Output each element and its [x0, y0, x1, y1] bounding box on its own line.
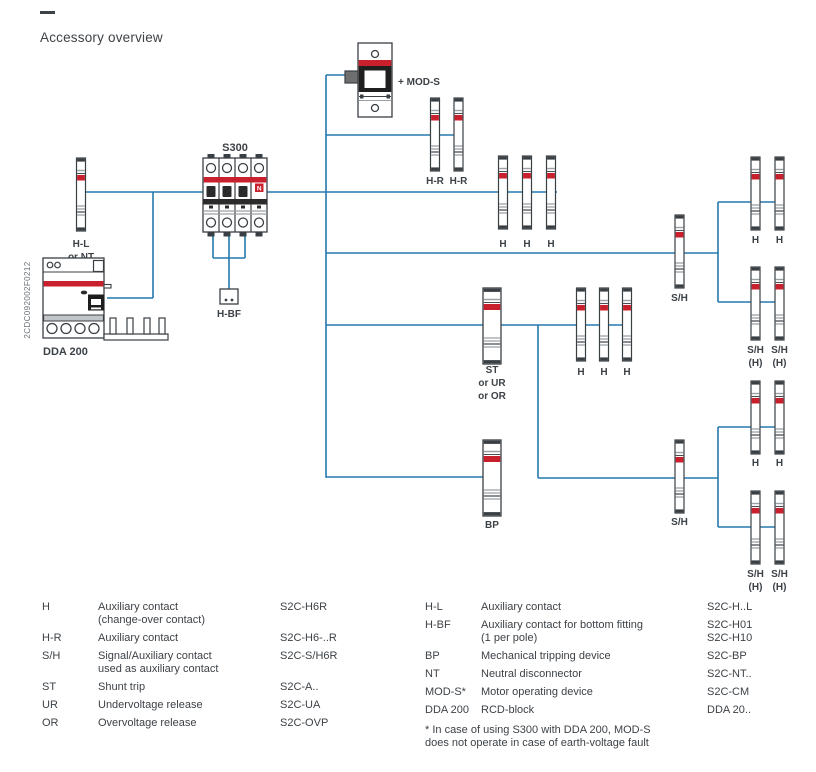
module-hr-1	[431, 98, 440, 171]
legend-row-hl	[425, 601, 805, 614]
mod-s-device	[345, 43, 392, 117]
legend-code: S2C-H6R	[280, 601, 328, 613]
h-g2-1-label: H	[577, 367, 585, 378]
module-shh-a1	[751, 267, 760, 340]
s300-breaker	[203, 154, 267, 237]
s300-n-marking: N	[256, 185, 262, 193]
legend-term: H-L	[425, 601, 443, 613]
legend-desc: Auxiliary contact	[98, 632, 179, 644]
s300-label: S300	[222, 142, 248, 154]
module-h-g1-2	[523, 156, 532, 229]
st-label-2: or UR	[478, 378, 506, 389]
legend-row-bp	[425, 650, 805, 663]
legend-row-h	[42, 601, 402, 627]
legend-desc: Mechanical tripping device	[481, 650, 611, 662]
legend-code: S2C-H..L	[707, 601, 753, 613]
module-shh-b2	[775, 491, 784, 564]
legend-term: DDA 200	[425, 704, 470, 716]
h-g2-2-label: H	[600, 367, 608, 378]
legend-term: BP	[425, 650, 440, 662]
h-g1-3-label: H	[547, 239, 555, 250]
h-a2-label: H	[775, 235, 784, 246]
legend-desc: Shunt trip	[98, 681, 146, 693]
module-shh-b1	[751, 491, 760, 564]
legend-row-hr	[42, 632, 402, 645]
legend-row-nt	[425, 668, 805, 681]
legend-code: S2C-NT..	[707, 668, 752, 680]
legend-term: H	[42, 601, 50, 613]
module-h-g2-1	[577, 288, 586, 361]
st-label-3: or OR	[478, 391, 506, 402]
shh-a1-label-2: (H)	[748, 358, 763, 369]
module-h-b2	[775, 381, 784, 454]
footnote-line-2: does not operate in case of earth-voltage fault	[425, 737, 649, 749]
legend-code: S2C-H01 S2C-H10	[707, 619, 753, 644]
hl-label-1: H-L	[72, 239, 90, 250]
module-h-a2	[775, 157, 784, 230]
legend-code: S2C-BP	[707, 650, 747, 662]
module-sh-upper	[675, 215, 684, 288]
dda200-device	[43, 258, 168, 340]
legend-table-left	[42, 601, 402, 735]
legend-table-right	[425, 601, 805, 750]
legend-code: S2C-H6-..R	[280, 632, 337, 644]
legend-code: S2C-UA	[280, 699, 321, 711]
hbf-label: H-BF	[217, 309, 241, 320]
sh-lower-label: S/H	[671, 517, 688, 528]
page-title: Accessory overview	[40, 30, 163, 45]
legend-row-st	[42, 681, 402, 694]
legend-term: NT	[425, 668, 440, 680]
legend-term: S/H	[42, 650, 61, 662]
mod-s-label: + MOD-S	[398, 77, 440, 88]
legend-desc: Undervoltage release	[98, 699, 203, 711]
module-shh-a2	[775, 267, 784, 340]
legend-term: H-R	[42, 632, 62, 644]
hbf-device	[220, 289, 238, 304]
bp-label: BP	[485, 520, 499, 531]
legend-code: S2C-A..	[280, 681, 319, 693]
module-h-g1-3	[547, 156, 556, 229]
hr-1-label: H-R	[426, 176, 444, 187]
module-h-g2-3	[623, 288, 632, 361]
shh-a2-label-1: S/H	[771, 345, 788, 356]
h-g1-2-label: H	[523, 239, 531, 250]
shh-b2-label-1: S/H	[771, 569, 788, 580]
legend-row-hbf	[425, 619, 805, 645]
h-b2-label: H	[775, 458, 784, 469]
legend-row-mods	[425, 686, 805, 699]
hr-2-label: H-R	[449, 176, 468, 187]
dda200-label: DDA 200	[43, 346, 88, 358]
module-bp	[483, 440, 501, 516]
legend-row-dda	[425, 704, 805, 717]
legend-desc: Motor operating device	[481, 686, 593, 698]
legend-desc: Auxiliary contact for bottom fitting (1 per pole)	[481, 619, 644, 644]
shh-b1-label-1: S/H	[747, 569, 764, 580]
h-b1-label: H	[751, 458, 760, 469]
shh-b2-label-2: (H)	[772, 582, 787, 593]
legend-desc: Signal/Auxiliary contact used as auxiliary contact	[98, 650, 219, 675]
module-h-g2-2	[600, 288, 609, 361]
module-hr-2	[454, 98, 463, 171]
footnote-line-1: * In case of using S300 with DDA 200, MOD-S	[425, 724, 651, 736]
module-st	[483, 288, 501, 364]
legend-desc: Neutral disconnector	[481, 668, 582, 680]
legend-code: DDA 20..	[707, 704, 752, 716]
legend-desc: Overvoltage release	[98, 717, 197, 729]
legend-term: OR	[42, 717, 59, 729]
footnote	[425, 724, 805, 750]
h-g1-1-label: H	[499, 239, 507, 250]
h-a1-label: H	[751, 235, 760, 246]
legend-term: H-BF	[425, 619, 451, 631]
legend-row-ur	[42, 699, 402, 712]
legend-term: MOD-S*	[425, 686, 466, 698]
module-h-g1-1	[499, 156, 508, 229]
h-g2-3-label: H	[623, 367, 631, 378]
legend-code: S2C-CM	[707, 686, 750, 698]
module-sh-lower	[675, 440, 684, 513]
shh-a1-label-1: S/H	[747, 345, 764, 356]
legend-desc: Auxiliary contact (change-over contact)	[98, 601, 205, 626]
legend-code: S2C-OVP	[280, 717, 329, 729]
document-code: 2CDC092002F0212	[23, 261, 32, 339]
st-label-1: ST	[485, 365, 499, 376]
legend-desc: Auxiliary contact	[481, 601, 562, 613]
shh-a2-label-2: (H)	[772, 358, 787, 369]
module-h-a1	[751, 157, 760, 230]
legend-term: ST	[42, 681, 57, 693]
sh-upper-label: S/H	[671, 293, 688, 304]
shh-b1-label-2: (H)	[748, 582, 763, 593]
legend-desc: RCD-block	[481, 704, 535, 716]
legend-term: UR	[42, 699, 58, 711]
legend-row-or	[42, 717, 402, 730]
module-hl	[77, 158, 86, 231]
legend-row-sh	[42, 650, 402, 676]
module-h-b1	[751, 381, 760, 454]
legend-code: S2C-S/H6R	[280, 650, 338, 662]
